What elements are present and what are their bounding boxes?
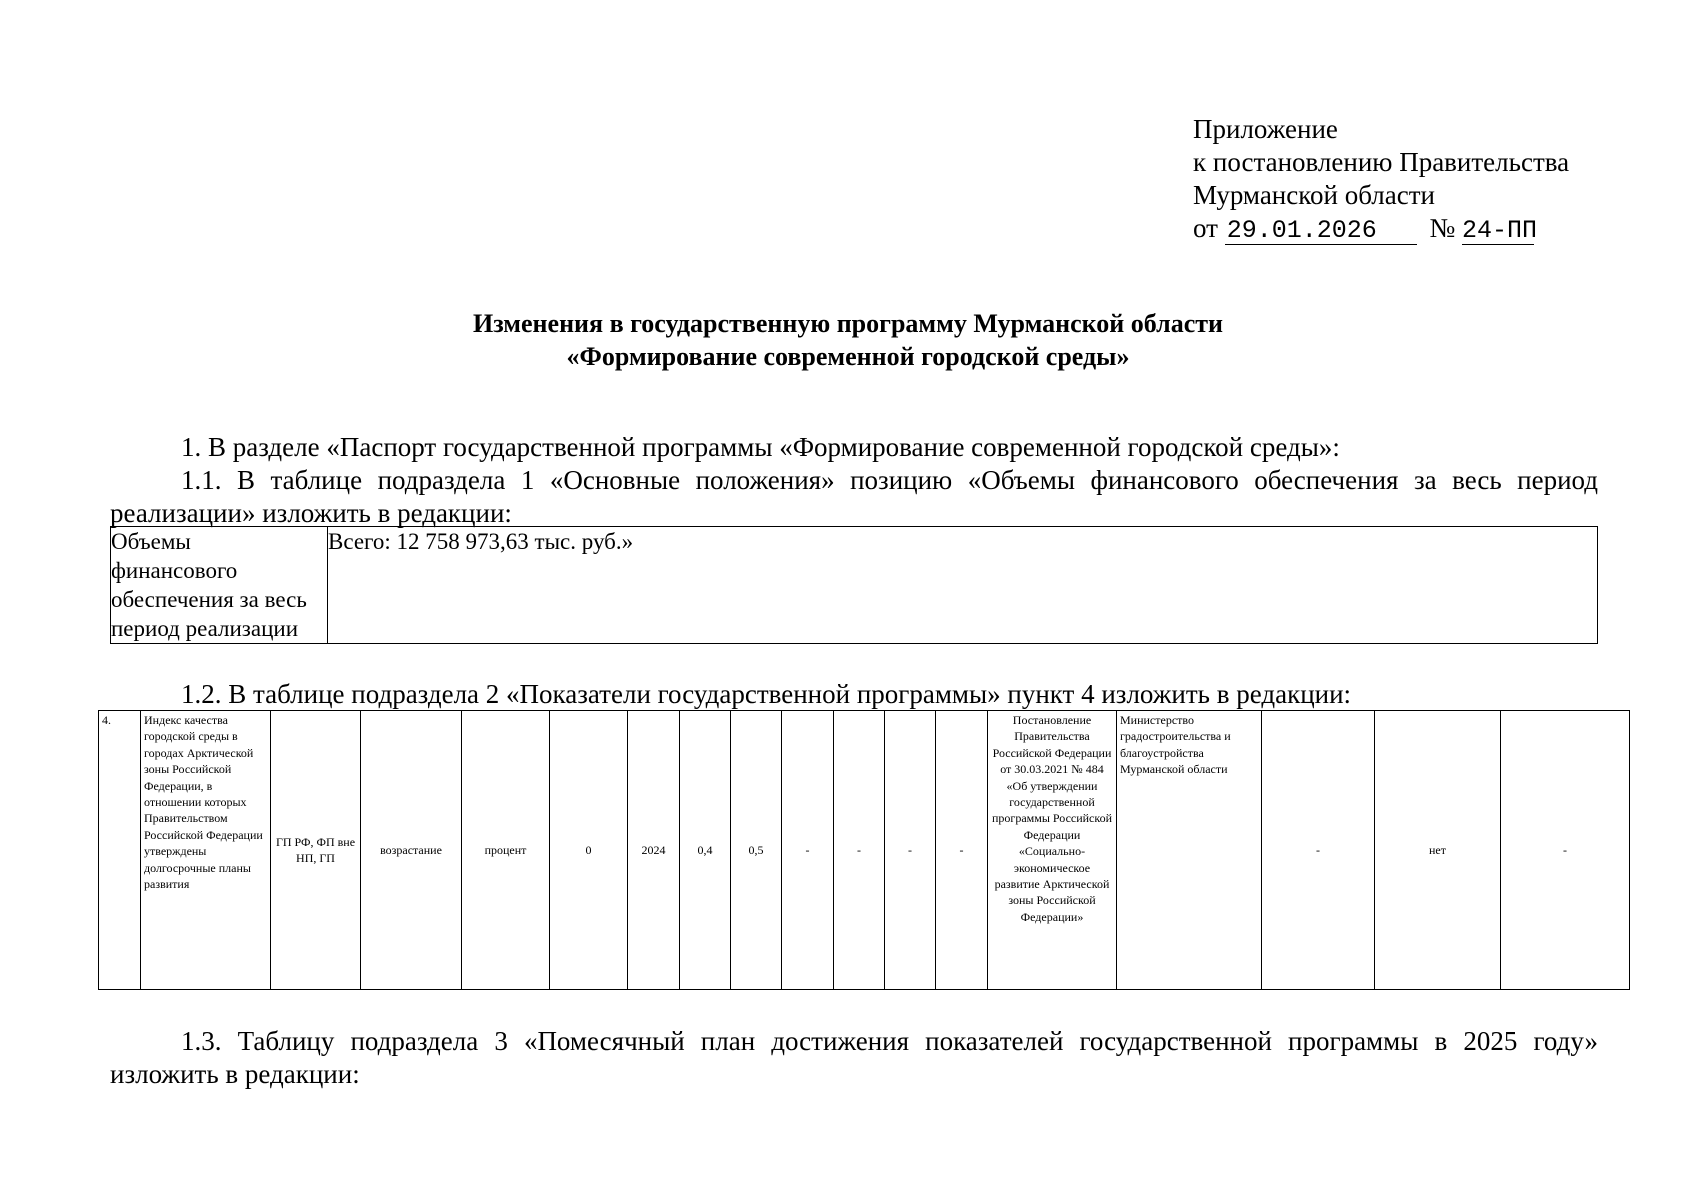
title-line-1: Изменения в государственную программу Мурманской области bbox=[473, 309, 1223, 338]
extra-field: - bbox=[1501, 711, 1630, 990]
gis-flag: нет bbox=[1375, 711, 1501, 990]
value-year-2: 0,5 bbox=[731, 711, 782, 990]
indicator-unit: процент bbox=[462, 711, 550, 990]
indicator-trend: возрастание bbox=[361, 711, 462, 990]
item-1-3-line-1: 1.3. Таблицу подраздела 3 «Помесячный план достижения показателей государственной программы в 2025 году» bbox=[181, 1026, 1598, 1056]
indicator-name: Индекс качества городской среды в городах Арктической зоны Российской Федерации, в отношении которых Правительством Российской Федерации утверждены долгосрочные планы развития bbox=[141, 711, 271, 990]
appendix-header bbox=[1193, 113, 1569, 245]
financing-label-line: финансового bbox=[111, 558, 238, 583]
appendix-resolution-line: к постановлению Правительства bbox=[1193, 147, 1570, 177]
row-number: 4. bbox=[99, 711, 141, 990]
appendix-date-line bbox=[1193, 212, 1569, 245]
item-1-3-line-2: изложить в редакции: bbox=[110, 1059, 360, 1089]
appendix-label: Приложение bbox=[1193, 114, 1338, 144]
indicators-table bbox=[98, 710, 1630, 990]
financing-table bbox=[110, 526, 1598, 644]
document-title bbox=[0, 307, 1696, 373]
financing-label-cell bbox=[111, 527, 328, 644]
financing-label-line: Объемы bbox=[111, 529, 191, 554]
resolution-date: 29.01.2026 bbox=[1225, 218, 1417, 245]
date-prefix: от bbox=[1193, 213, 1218, 243]
financing-label-line: обеспечения за весь bbox=[111, 587, 307, 612]
base-year: 2024 bbox=[628, 711, 680, 990]
number-prefix: № bbox=[1429, 213, 1456, 243]
item-1-1-line-2: реализации» изложить в редакции: bbox=[110, 498, 512, 528]
item-1-2: 1.2. В таблице подраздела 2 «Показатели государственной программы» пункт 4 изложить в редакции: bbox=[181, 679, 1352, 709]
title-line-2: «Формирование современной городской среды» bbox=[566, 342, 1130, 371]
value-year-3: - bbox=[782, 711, 834, 990]
resolution-number: 24-ПП bbox=[1461, 216, 1537, 245]
table-row bbox=[99, 711, 1630, 990]
financing-value-cell: Всего: 12 758 973,63 тыс. руб.» bbox=[328, 527, 1598, 644]
value-year-1: 0,4 bbox=[680, 711, 731, 990]
value-year-5: - bbox=[885, 711, 936, 990]
item-1-1-line-1: 1.1. В таблице подраздела 1 «Основные положения» позицию «Объемы финансового обеспечения за весь период bbox=[181, 465, 1598, 495]
table-row bbox=[111, 527, 1598, 644]
value-year-4: - bbox=[834, 711, 885, 990]
legal-document: Постановление Правительства Российской Федерации от 30.03.2021 № 484 «Об утверждении государственной программы Российской Федерации «Социально-экономическое развитие Арктической зоны Российской Федерации» bbox=[988, 711, 1117, 990]
appendix-region-line: Мурманской области bbox=[1193, 180, 1435, 210]
linked-indicator: - bbox=[1262, 711, 1375, 990]
section-1-intro: 1. В разделе «Паспорт государственной программы «Формирование современной городской среды»: bbox=[181, 432, 1340, 462]
value-year-6: - bbox=[936, 711, 988, 990]
financing-label-line: период реализации bbox=[111, 616, 299, 641]
indicator-level: ГП РФ, ФП вне НП, ГП bbox=[271, 711, 361, 990]
responsible-body: Министерство градостроительства и благоустройства Мурманской области bbox=[1117, 711, 1262, 990]
base-value: 0 bbox=[550, 711, 628, 990]
